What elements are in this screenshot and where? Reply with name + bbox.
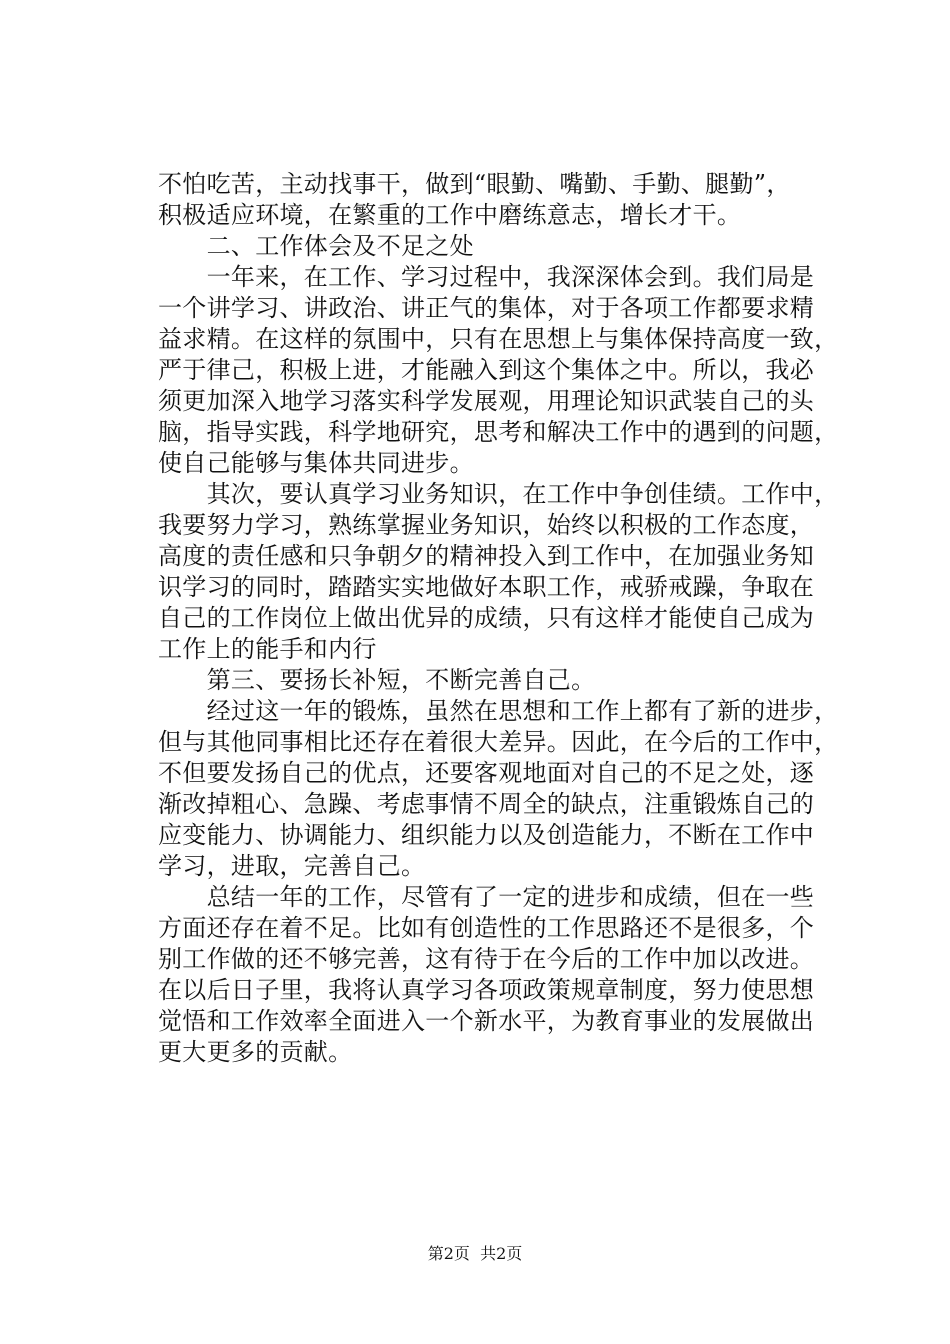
text-line: 高度的责任感和只争朝夕的精神投入到工作中，在加强业务知 <box>158 542 815 570</box>
text-line: 其次，要认真学习业务知识，在工作中争创佳绩。工作中， <box>158 480 839 508</box>
text-line: 工作上的能手和内行 <box>158 635 377 663</box>
text-line: 须更加深入地学习落实科学发展观，用理论知识武装自己的头 <box>158 387 815 415</box>
text-line: 脑，指导实践，科学地研究，思考和解决工作中的遇到的问题， <box>158 418 839 446</box>
text-line: 觉悟和工作效率全面进入一个新水平，为教育事业的发展做出 <box>158 1007 815 1035</box>
text-line: 益求精。在这样的氛围中，只有在思想上与集体保持高度一致， <box>158 325 839 353</box>
text-line: 经过这一年的锻炼，虽然在思想和工作上都有了新的进步， <box>158 697 839 725</box>
text-line: 应变能力、协调能力、组织能力以及创造能力，不断在工作中 <box>158 821 815 849</box>
text-line: 但与其他同事相比还存在着很大差异。因此，在今后的工作中， <box>158 728 839 756</box>
text-line: 别工作做的还不够完善，这有待于在今后的工作中加以改进。 <box>158 945 815 973</box>
page-footer <box>0 1244 950 1264</box>
text-line: 更大更多的贡献。 <box>158 1038 353 1066</box>
text-line: 一年来，在工作、学习过程中，我深深体会到。我们局是 <box>158 263 815 291</box>
section-heading: 二、工作体会及不足之处 <box>158 232 474 260</box>
text-line: 自己的工作岗位上做出优异的成绩，只有这样才能使自己成为 <box>158 604 815 632</box>
text-line: 使自己能够与集体共同进步。 <box>158 449 474 477</box>
page-number-label: 第2页 共2页 <box>427 1244 523 1263</box>
text-line: 我要努力学习，熟练掌握业务知识，始终以积极的工作态度， <box>158 511 815 539</box>
text-line: 方面还存在着不足。比如有创造性的工作思路还不是很多，个 <box>158 914 815 942</box>
text-line: 识学习的同时，踏踏实实地做好本职工作，戒骄戒躁，争取在 <box>158 573 815 601</box>
text-line: 一个讲学习、讲政治、讲正气的集体，对于各项工作都要求精 <box>158 294 815 322</box>
text-line: 学习，进取，完善自己。 <box>158 852 426 880</box>
text-line: 渐改掉粗心、急躁、考虑事情不周全的缺点，注重锻炼自己的 <box>158 790 815 818</box>
text-line: 不但要发扬自己的优点，还要客观地面对自己的不足之处，逐 <box>158 759 815 787</box>
text-line: 不怕吃苦，主动找事干，做到“眼勤、嘴勤、手勤、腿勤”， <box>158 170 791 198</box>
text-line: 第三、要扬长补短，不断完善自己。 <box>158 666 596 694</box>
text-line: 严于律己，积极上进，才能融入到这个集体之中。所以，我必 <box>158 356 815 384</box>
text-line: 在以后日子里，我将认真学习各项政策规章制度，努力使思想 <box>158 976 815 1004</box>
text-line: 总结一年的工作，尽管有了一定的进步和成绩，但在一些 <box>158 883 815 911</box>
text-line: 积极适应环境，在繁重的工作中磨练意志，增长才干。 <box>158 201 742 229</box>
